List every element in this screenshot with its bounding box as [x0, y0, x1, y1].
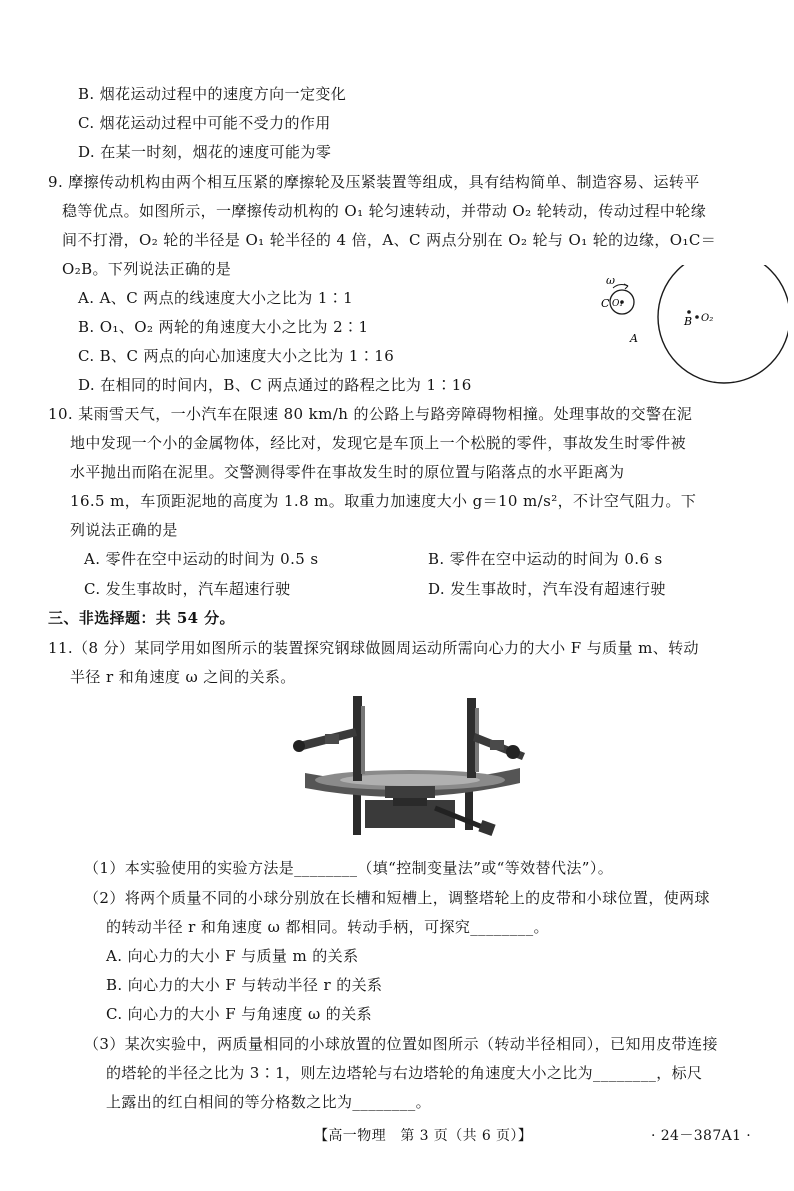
q11-part-2-option-b: B. 向心力的大小 F 与转动半径 r 的关系 — [106, 976, 383, 994]
q11-stem-line-2: 半径 r 和角速度 ω 之间的关系。 — [70, 668, 296, 686]
q8-option-c: C. 烟花运动过程中可能不受力的作用 — [78, 114, 331, 132]
q11-part-3-line-2: 的塔轮的半径之比为 3∶1，则左边塔轮与右边塔轮的角速度大小之比为________，标尺 — [106, 1064, 703, 1082]
q11-part-3-line-3: 上露出的红白相间的等分格数之比为________。 — [106, 1093, 432, 1111]
section-3-heading: 三、非选择题：共 54 分。 — [48, 609, 235, 627]
q10-option-b: B. 零件在空中运动的时间为 0.6 s — [428, 550, 663, 568]
q10-option-d: D. 发生事故时，汽车没有超速行驶 — [428, 580, 666, 598]
q8-option-b: B. 烟花运动过程中的速度方向一定变化 — [78, 85, 347, 103]
q8-option-d: D. 在某一时刻，烟花的速度可能为零 — [78, 143, 332, 161]
point-b-dot — [687, 310, 691, 314]
q10-option-a: A. 零件在空中运动的时间为 0.5 s — [84, 550, 319, 568]
q11-part-1: （1）本实验使用的实验方法是________（填“控制变量法”或“等效替代法”）。 — [84, 859, 614, 877]
page-footer-code: · 24－387A1 · — [651, 1128, 752, 1144]
q9-stem-line-1: 9. 摩擦传动机构由两个相互压紧的摩擦轮及压紧装置等组成，具有结构简单、制造容易、运转平 — [48, 173, 700, 191]
left-column — [353, 696, 362, 781]
q9-option-a: A. A、C 两点的线速度大小之比为 1∶1 — [78, 289, 354, 307]
q9-stem-line-3: 间不打滑，O₂ 轮的半径是 O₁ 轮半径的 4 倍，A、C 两点分别在 O₂ 轮与 O₁ 轮的边缘，O₁C＝ — [62, 231, 717, 249]
q10-stem-line-5: 列说法正确的是 — [70, 521, 178, 539]
o1-label: O₁ — [612, 299, 623, 309]
o2-label: O₂ — [701, 313, 714, 324]
q9-stem-line-2: 稳等优点。如图所示，一摩擦传动机构的 O₁ 轮匀速转动，并带动 O₂ 轮转动，传动过程中轮缘 — [62, 202, 707, 220]
point-c-label: C — [601, 297, 610, 310]
q10-stem-line-2: 地中发现一个小的金属物体，经比对，发现它是车顶上一个松脱的零件，事故发生时零件被 — [70, 434, 687, 452]
wheel-o2 — [658, 265, 788, 383]
point-b-label: B — [684, 315, 693, 328]
q11-part-2-line-1: （2）将两个质量不同的小球分别放在长槽和短槽上，调整塔轮上的皮带和小球位置，使两球 — [84, 889, 710, 907]
q11-part-2-option-c: C. 向心力的大小 F 与角速度 ω 的关系 — [106, 1005, 372, 1023]
q11-part-2-option-a: A. 向心力的大小 F 与质量 m 的关系 — [106, 947, 359, 965]
q9-option-b: B. O₁、O₂ 两轮的角速度大小之比为 2∶1 — [78, 318, 369, 336]
page-footer-center: 【高一物理 第 3 页（共 6 页）】 — [314, 1128, 533, 1144]
q9-stem-line-4: O₂B。下列说法正确的是 — [62, 260, 232, 278]
q11-part-2-line-2: 的转动半径 r 和角速度 ω 都相同。转动手柄，可探究________。 — [106, 918, 549, 936]
o2-center-dot — [695, 315, 699, 319]
omega-label: ω — [606, 274, 615, 287]
q11-part-3-line-1: （3）某次实验中，两质量相同的小球放置的位置如图所示（转动半径相同），已知用皮带连接 — [84, 1035, 718, 1053]
point-a-label: A — [630, 332, 638, 345]
q9-option-c: C. B、C 两点的向心加速度大小之比为 1∶16 — [78, 347, 395, 365]
friction-wheels-figure — [598, 265, 788, 395]
q10-option-c: C. 发生事故时，汽车超速行驶 — [84, 580, 291, 598]
q10-stem-line-4: 16.5 m，车顶距泥地的高度为 1.8 m。取重力加速度大小 g＝10 m/s²，不计空气阻力。下 — [70, 492, 697, 510]
centripetal-force-apparatus-image — [285, 688, 535, 843]
q10-stem-line-3: 水平抛出而陷在泥里。交警测得零件在事故发生时的原位置与陷落点的水平距离为 — [70, 463, 625, 481]
q11-stem-line-1: 11.（8 分）某同学用如图所示的装置探究钢球做圆周运动所需向心力的大小 F 与质量 m、转动 — [48, 639, 699, 657]
q9-option-d: D. 在相同的时间内，B、C 两点通过的路程之比为 1∶16 — [78, 376, 472, 394]
q10-stem-line-1: 10. 某雨雪天气，一小汽车在限速 80 km/h 的公路上与路旁障碍物相撞。处理事故的交警在泥 — [48, 405, 693, 423]
